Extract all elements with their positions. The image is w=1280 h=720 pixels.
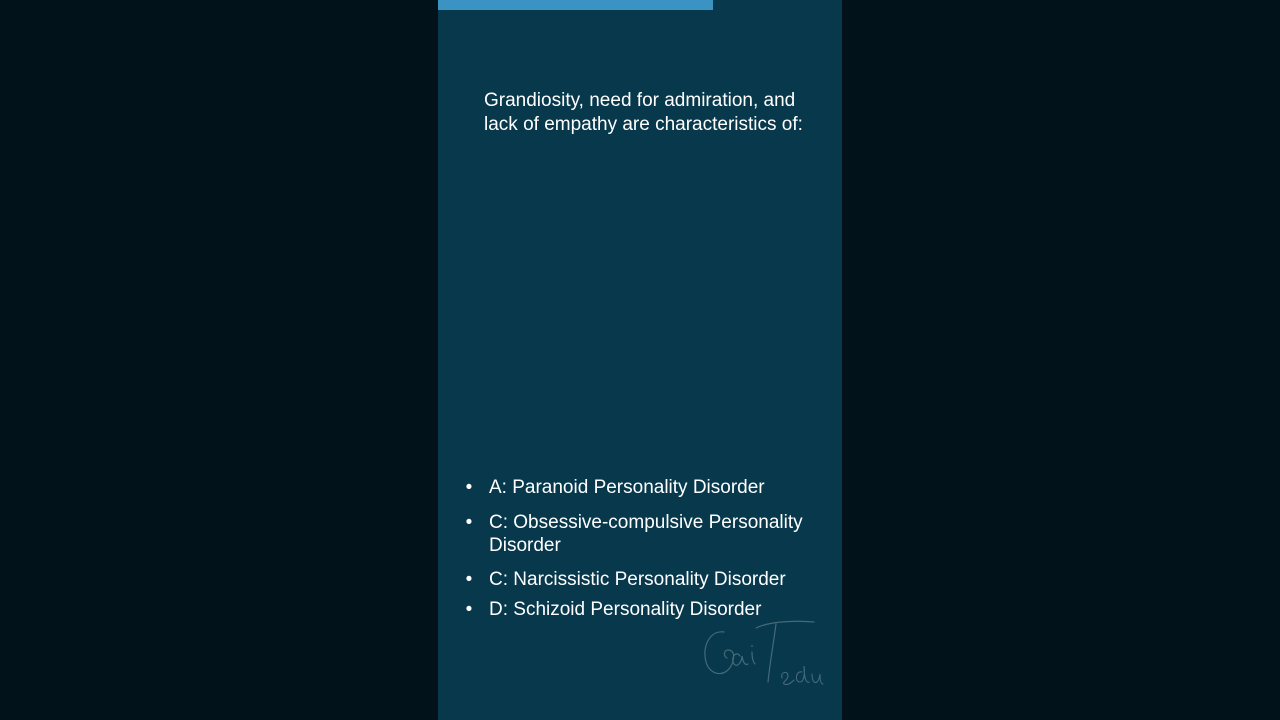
option-label: D: Schizoid Personality Disorder — [489, 599, 762, 620]
option-c[interactable] — [464, 568, 824, 592]
bullet-icon: • — [465, 568, 473, 590]
option-label: A: Paranoid Personality Disorder — [489, 477, 765, 498]
quiz-card — [438, 0, 842, 720]
option-label: C: Narcissistic Personality Disorder — [489, 568, 786, 590]
signature-logo-icon — [696, 600, 826, 700]
bullet-icon: • — [465, 511, 473, 533]
progress-bar — [438, 0, 842, 10]
option-b[interactable] — [464, 511, 824, 558]
bullet-icon: • — [465, 599, 473, 620]
option-a[interactable] — [464, 476, 824, 500]
question-text: Grandiosity, need for admiration, and lack of empathy are characteristics of: — [484, 90, 803, 135]
progress-bar-fill — [438, 0, 713, 10]
bullet-icon: • — [465, 477, 473, 498]
option-label: C: Obsessive-compulsive Personality Disorder — [489, 511, 803, 556]
